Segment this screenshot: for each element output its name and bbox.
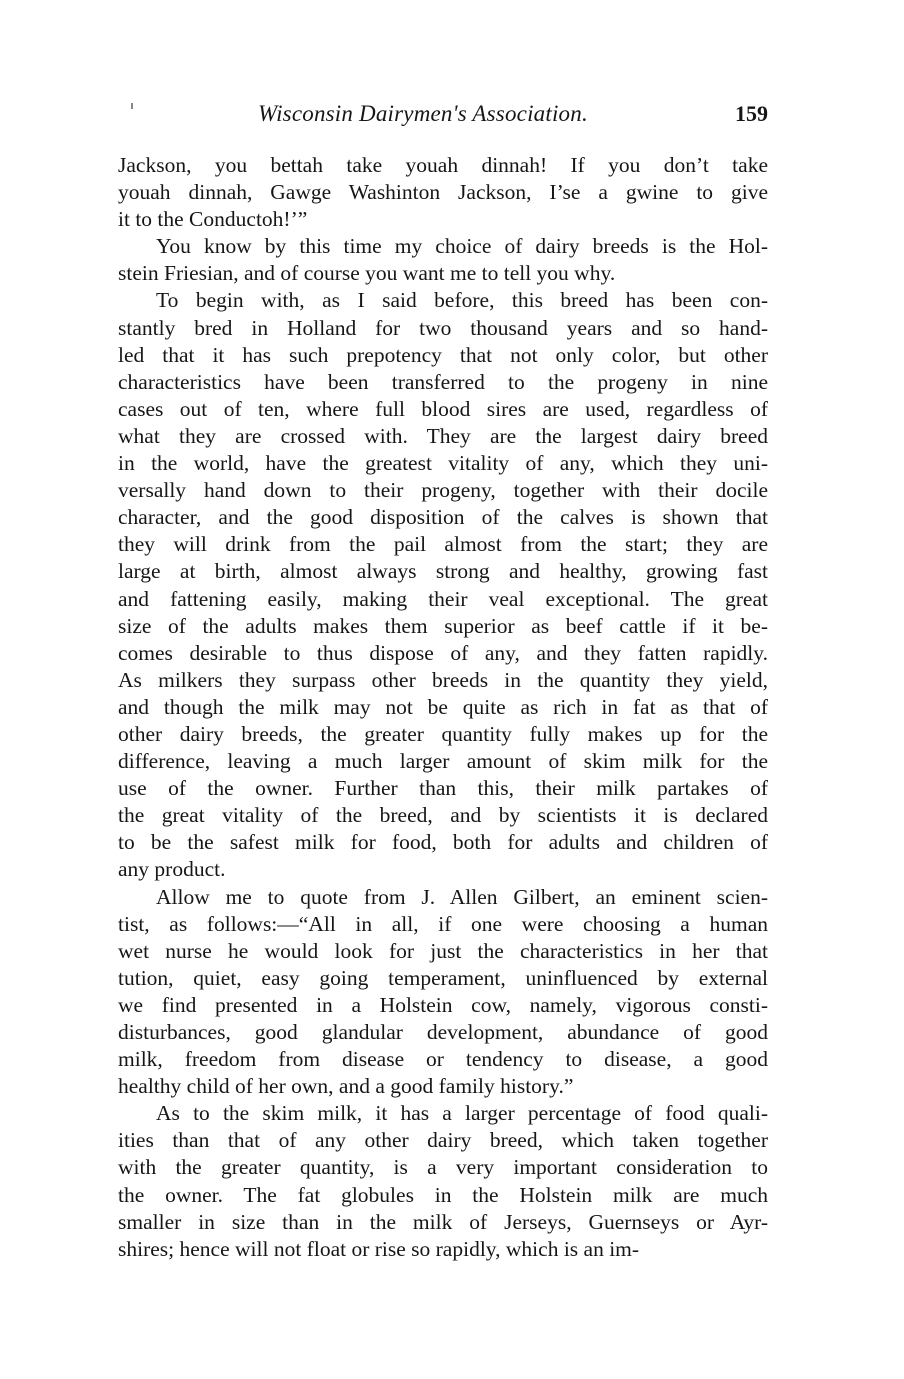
text-line: stantly bred in Holland for two thousand years and so hand- bbox=[118, 315, 768, 340]
text-line: the great vitality of the breed, and by scientists it is declared bbox=[118, 803, 768, 828]
text-line: tution, quiet, easy going temperament, uninfluenced by external bbox=[118, 965, 768, 990]
text-line: with the greater quantity, is a very important consideration to bbox=[118, 1155, 768, 1180]
text-line: characteristics have been transferred to the progeny in nine bbox=[118, 369, 768, 394]
paragraph bbox=[118, 233, 768, 287]
text-line: Allow me to quote from J. Allen Gilbert, an eminent scien- bbox=[156, 884, 768, 909]
text-line: large at birth, almost always strong and healthy, growing fast bbox=[118, 559, 768, 584]
text-line: disturbances, good glandular development, abundance of good bbox=[118, 1020, 768, 1044]
text-line: cases out of ten, where full blood sires are used, regardless of bbox=[118, 396, 768, 421]
body-text bbox=[118, 152, 768, 1263]
page-number: 159 bbox=[735, 101, 768, 126]
text-line: milk, freedom from disease or tendency to disease, a good bbox=[118, 1047, 768, 1072]
text-line: any product. bbox=[118, 857, 226, 882]
text-line: To begin with, as I said before, this breed has been con- bbox=[156, 288, 768, 313]
paragraph bbox=[118, 1100, 768, 1263]
text-line: ities than that of any other dairy breed, which taken together bbox=[118, 1128, 768, 1153]
text-line: stein Friesian, and of course you want me to tell you why. bbox=[118, 261, 616, 286]
text-line: size of the adults makes them superior as beef cattle if it be- bbox=[118, 613, 768, 638]
text-line: healthy child of her own, and a good family history.” bbox=[118, 1074, 574, 1099]
text-line: difference, leaving a much larger amount of skim milk for the bbox=[118, 749, 768, 774]
text-line: to be the safest milk for food, both for adults and children of bbox=[118, 830, 768, 855]
text-line: youah dinnah, Gawge Washinton Jackson, I’se a gwine to give bbox=[118, 180, 768, 205]
text-line: comes desirable to thus dispose of any, and they fatten rapidly. bbox=[118, 640, 768, 665]
text-line: As to the skim milk, it has a larger percentage of food quali- bbox=[156, 1101, 768, 1126]
paragraph bbox=[118, 287, 768, 883]
text-line: what they are crossed with. They are the largest dairy breed bbox=[118, 423, 768, 448]
text-line: tist, as follows:—“All in all, if one were choosing a human bbox=[118, 911, 768, 936]
paragraph bbox=[118, 152, 768, 233]
text-line: led that it has such prepotency that not only color, but other bbox=[118, 342, 768, 367]
text-line: smaller in size than in the milk of Jerseys, Guernseys or Ayr- bbox=[118, 1209, 768, 1234]
text-line: other dairy breeds, the greater quantity fully makes up for the bbox=[118, 721, 768, 746]
text-line: and though the milk may not be quite as rich in fat as that of bbox=[118, 694, 768, 719]
text-line: versally hand down to their progeny, together with their docile bbox=[118, 478, 768, 503]
text-line: wet nurse he would look for just the characteristics in her that bbox=[118, 938, 768, 963]
running-head bbox=[118, 101, 768, 133]
text-line: the owner. The fat globules in the Holstein milk are much bbox=[118, 1182, 768, 1207]
text-line: they will drink from the pail almost from the start; they are bbox=[118, 532, 768, 557]
text-line: in the world, have the greatest vitality of any, which they uni- bbox=[118, 451, 768, 476]
text-line: it to the Conductoh!’” bbox=[118, 207, 308, 232]
text-line: character, and the good disposition of the calves is shown that bbox=[118, 505, 768, 530]
running-title: Wisconsin Dairymen's Association. bbox=[258, 101, 588, 126]
text-line: As milkers they surpass other breeds in the quantity they yield, bbox=[118, 667, 768, 692]
text-line: use of the owner. Further than this, their milk partakes of bbox=[118, 776, 768, 801]
text-line: we find presented in a Holstein cow, namely, vigorous consti- bbox=[118, 992, 768, 1017]
text-line: Jackson, you bettah take youah dinnah! If you don’t take bbox=[118, 153, 768, 177]
text-line: You know by this time my choice of dairy breeds is the Hol- bbox=[156, 234, 768, 259]
text-line: shires; hence will not float or rise so rapidly, which is an im- bbox=[118, 1236, 640, 1261]
paragraph bbox=[118, 884, 768, 1101]
text-line: and fattening easily, making their veal exceptional. The great bbox=[118, 586, 768, 611]
